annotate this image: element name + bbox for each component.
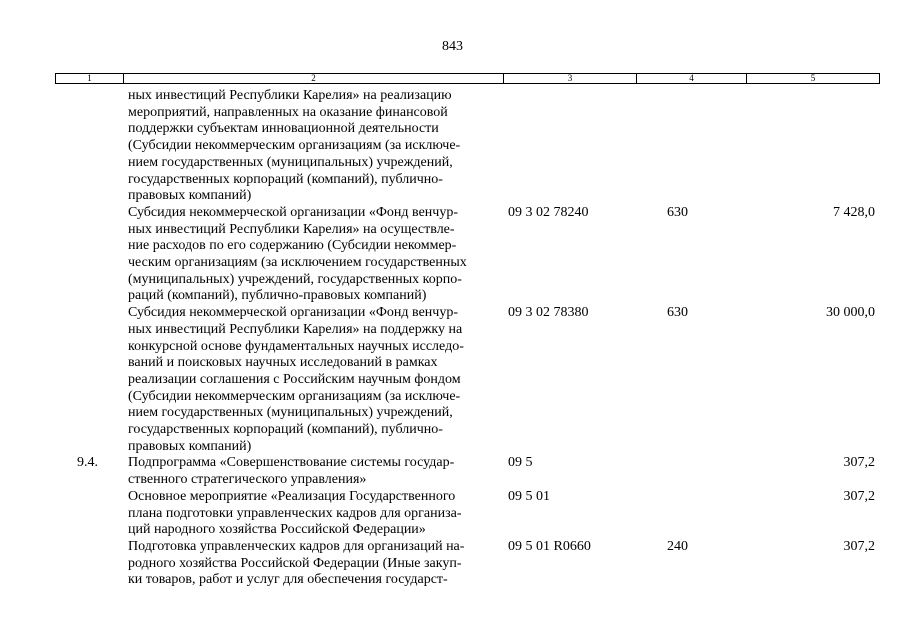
table-header [55, 73, 880, 84]
row-amount: 307,2 [843, 488, 875, 504]
row-description: Основное мероприятие «Реализация Государственного плана подготовки управленческих кадров для организа- ций народного хозяйства Российской Федерации» [128, 488, 462, 538]
row-number [0, 539, 60, 589]
header-col-2: 2 [124, 74, 504, 83]
table-row [0, 489, 905, 539]
table-row [0, 205, 905, 305]
table-row [0, 305, 905, 455]
page-number: 843 [442, 39, 463, 54]
table-row [0, 455, 905, 488]
row-expense-type: 630 [667, 204, 688, 220]
row-description: Подготовка управленческих кадров для организаций на- родного хозяйства Российской Федерации (Иные закуп- ки товаров, работ и услуг для обеспечения государст- [128, 538, 465, 588]
row-description: Подпрограмма «Совершенствование системы государ- ственного стратегического управления» [128, 455, 455, 488]
row-amount: 7 428,0 [833, 204, 875, 220]
row-code: 09 5 [508, 455, 533, 471]
row-number [0, 305, 60, 455]
table-body [0, 88, 905, 589]
table-row [0, 539, 905, 589]
header-col-4: 4 [637, 74, 747, 83]
row-amount: 307,2 [843, 455, 875, 471]
row-code: 09 5 01 [508, 488, 550, 504]
row-amount: 307,2 [843, 538, 875, 554]
header-col-5: 5 [810, 73, 816, 83]
row-number [0, 205, 60, 305]
row-expense-type: 630 [667, 305, 688, 321]
row-description: Субсидия некоммерческой организации «Фонд венчур- ных инвестиций Республики Карелия» на поддержку на конкурсной основе фундаментальных научных исследо- ваний и поисковых научных исследований в рамках реализации соглашения с Российским научным фондом (Субсидии некоммерческим организациям (за исключе- нием государственных (муниципальных) учреждений, государственных корпораций (компаний), публично- правовых компаний) [128, 305, 464, 454]
row-number: 9.4. [77, 455, 98, 471]
header-col-1: 1 [56, 74, 124, 83]
row-amount: 30 000,0 [826, 305, 875, 321]
table-row [0, 88, 905, 205]
row-code: 09 3 02 78240 [508, 204, 589, 220]
row-expense-type: 240 [667, 538, 688, 554]
header-col-3: 3 [504, 74, 637, 83]
row-description: ных инвестиций Республики Карелия» на реализацию мероприятий, направленных на оказание финансовой поддержки субъектам инновационной деятельности (Субсидии некоммерческим организациям (за исключе- нием государственных (муниципальных) учреждений, государственных корпораций (компаний), публично- правовых компаний) [128, 88, 461, 204]
row-code: 09 5 01 R0660 [508, 538, 591, 554]
row-description: Субсидия некоммерческой организации «Фонд венчур- ных инвестиций Республики Карелия» на осуществле- ние расходов по его содержанию (Субсидии некоммер- ческим организациям (за исключением государственных (муниципальных) учреждений, государственных корпо- раций (компаний), публично-правовых компаний) [128, 204, 467, 304]
row-number [0, 88, 60, 205]
row-code: 09 3 02 78380 [508, 305, 589, 321]
row-number [0, 489, 60, 539]
